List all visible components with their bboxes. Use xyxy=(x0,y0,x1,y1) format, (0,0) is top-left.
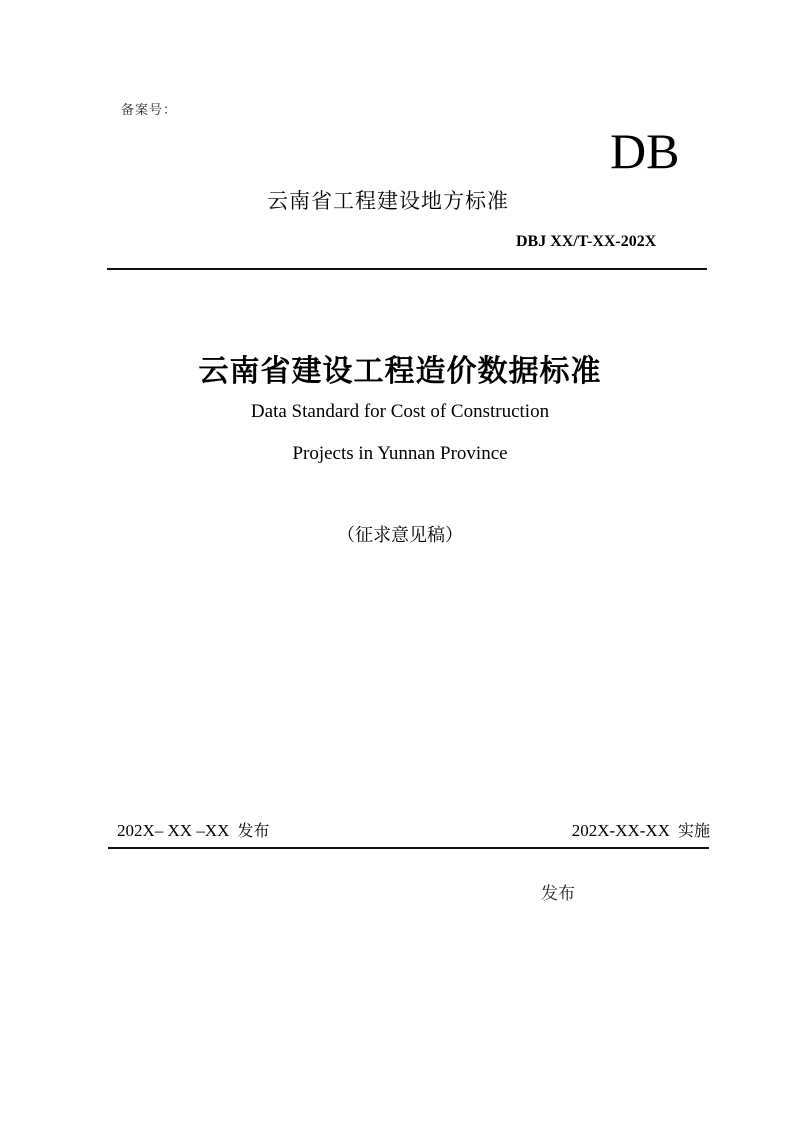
document-title-chinese: 云南省建设工程造价数据标准 xyxy=(198,354,602,389)
effective-date-line xyxy=(572,819,710,843)
db-mark: DB xyxy=(610,123,680,179)
filing-number-label: 备案号： xyxy=(121,103,178,118)
draft-status: （征求意见稿） xyxy=(337,525,463,546)
effective-label: 实施 xyxy=(677,821,710,840)
document-title-english-line1: Data Standard for Cost of Construction xyxy=(250,401,550,422)
publish-label: 发布 xyxy=(237,821,270,840)
top-divider xyxy=(107,268,707,270)
publish-date: 202X– XX –XX xyxy=(117,821,230,840)
document-title-english-line2: Projects in Yunnan Province xyxy=(292,443,508,464)
publish-date-line xyxy=(117,819,269,843)
bottom-divider xyxy=(108,847,709,849)
standard-code: DBJ XX/T-XX-202X xyxy=(516,233,657,250)
effective-date: 202X-XX-XX xyxy=(571,821,670,840)
issuer-label: 发布 xyxy=(541,884,575,904)
standard-category: 云南省工程建设地方标准 xyxy=(267,189,509,213)
